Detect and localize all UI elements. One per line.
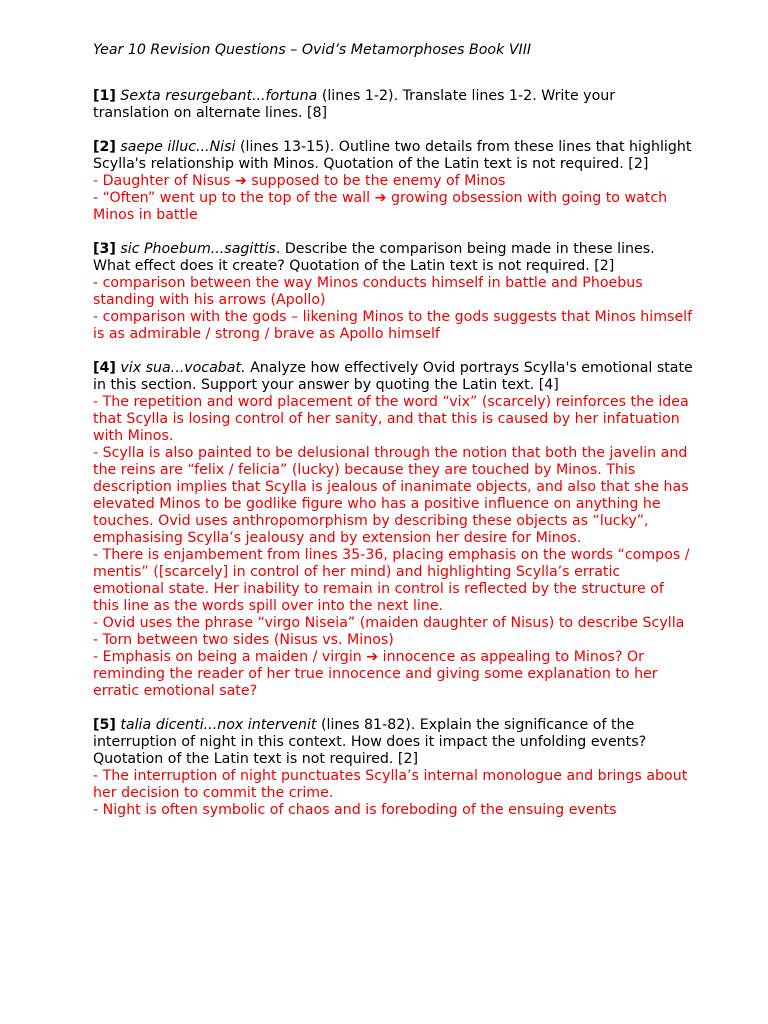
answer-line: - There is enjambement from lines 35-36, placing emphasis on the words “compos / mentis” ([scarcely] in control of her mind) and highlighting Scylla’s erratic emotional state. Her inability to remain in control is reflected by the structure of this line as the words spill over into the next line. [93, 547, 690, 614]
question-1 [93, 88, 693, 122]
question-number: [2] [93, 139, 116, 155]
question-number: [5] [93, 717, 116, 733]
answer-line: - The interruption of night punctuates Scylla’s internal monologue and brings about her decision to commit the crime. [93, 768, 688, 801]
question-4 [93, 360, 693, 700]
question-prompt [93, 139, 693, 173]
question-text: (lines 1-2). Translate lines 1-2. Write your translation on alternate lines. [8] [93, 88, 616, 121]
sub-answer-line: - Emphasis on being a maiden / virgin ➔ innocence as appealing to Minos? Or reminding the reader of her true innocence and giving some explanation to her erratic emotional sate? [93, 649, 658, 699]
question-number: [3] [93, 241, 116, 257]
answer-line: - Daughter of Nisus ➔ supposed to be the enemy of Minos [93, 173, 506, 189]
question-text: (lines 13-15). Outline two details from these lines that highlight Scylla's relationship with Minos. Quotation of the Latin text is not required. [2] [93, 139, 692, 172]
latin-reference: talia dicenti...nox intervenit [120, 717, 317, 733]
question-number: [4] [93, 360, 116, 376]
question-number: [1] [93, 88, 116, 104]
question-2 [93, 139, 693, 224]
answer-line: - The repetition and word placement of the word “vix” (scarcely) reinforces the idea that Scylla is losing control of her sanity, and that this is caused by her infatuation with Minos. [93, 394, 689, 444]
question-prompt [93, 241, 693, 275]
answer-line: - Scylla is also painted to be delusional through the notion that both the javelin and the reins are “felix / felicia” (lucky) because they are touched by Minos. This description implies that Scylla is jealous of inanimate objects, and also that she has elevated Minos to be godlike figure who has a positive influence on anything he touches. Ovid uses anthropomorphism by describing these objects as “lucky”, emphasising Scylla’s jealousy and by extension her desire for Minos. [93, 445, 689, 546]
question-text: . Describe the comparison being made in these lines. What effect does it create? Quotation of the Latin text is not required. [2] [93, 241, 655, 274]
page-title: Year 10 Revision Questions – Ovid’s Metamorphoses Book VIII [93, 42, 532, 58]
questions-list [93, 88, 693, 836]
answer-line: - comparison with the gods – likening Minos to the gods suggests that Minos himself is as admirable / strong / brave as Apollo himself [93, 309, 693, 342]
question-prompt [93, 360, 693, 394]
question-text: Analyze how effectively Ovid portrays Scylla's emotional state in this section. Support your answer by quoting the Latin text. [4] [93, 360, 693, 393]
question-prompt [93, 717, 693, 768]
question-5 [93, 717, 693, 819]
answer-line: - Night is often symbolic of chaos and is foreboding of the ensuing events [93, 802, 617, 818]
latin-reference: vix sua...vocabat. [120, 360, 246, 376]
latin-reference: saepe illuc...Nisi [120, 139, 236, 155]
question-prompt [93, 88, 693, 122]
answer-line: - “Often” went up to the top of the wall ➔ growing obsession with going to watch Minos in battle [93, 190, 668, 223]
answer-line: - comparison between the way Minos conducts himself in battle and Phoebus standing with his arrows (Apollo) [93, 275, 643, 308]
question-3 [93, 241, 693, 343]
sub-answer-line: - Torn between two sides (Nisus vs. Minos) [93, 632, 394, 648]
question-text: (lines 81-82). Explain the significance of the interruption of night in this context. How does it impact the unfolding events? Quotation of the Latin text is not required. [2] [93, 717, 647, 767]
latin-reference: Sexta resurgebant...fortuna [120, 88, 318, 104]
latin-reference: sic Phoebum...sagittis [120, 241, 276, 257]
answer-line: - Ovid uses the phrase “virgo Niseia” (maiden daughter of Nisus) to describe Scylla [93, 615, 685, 631]
